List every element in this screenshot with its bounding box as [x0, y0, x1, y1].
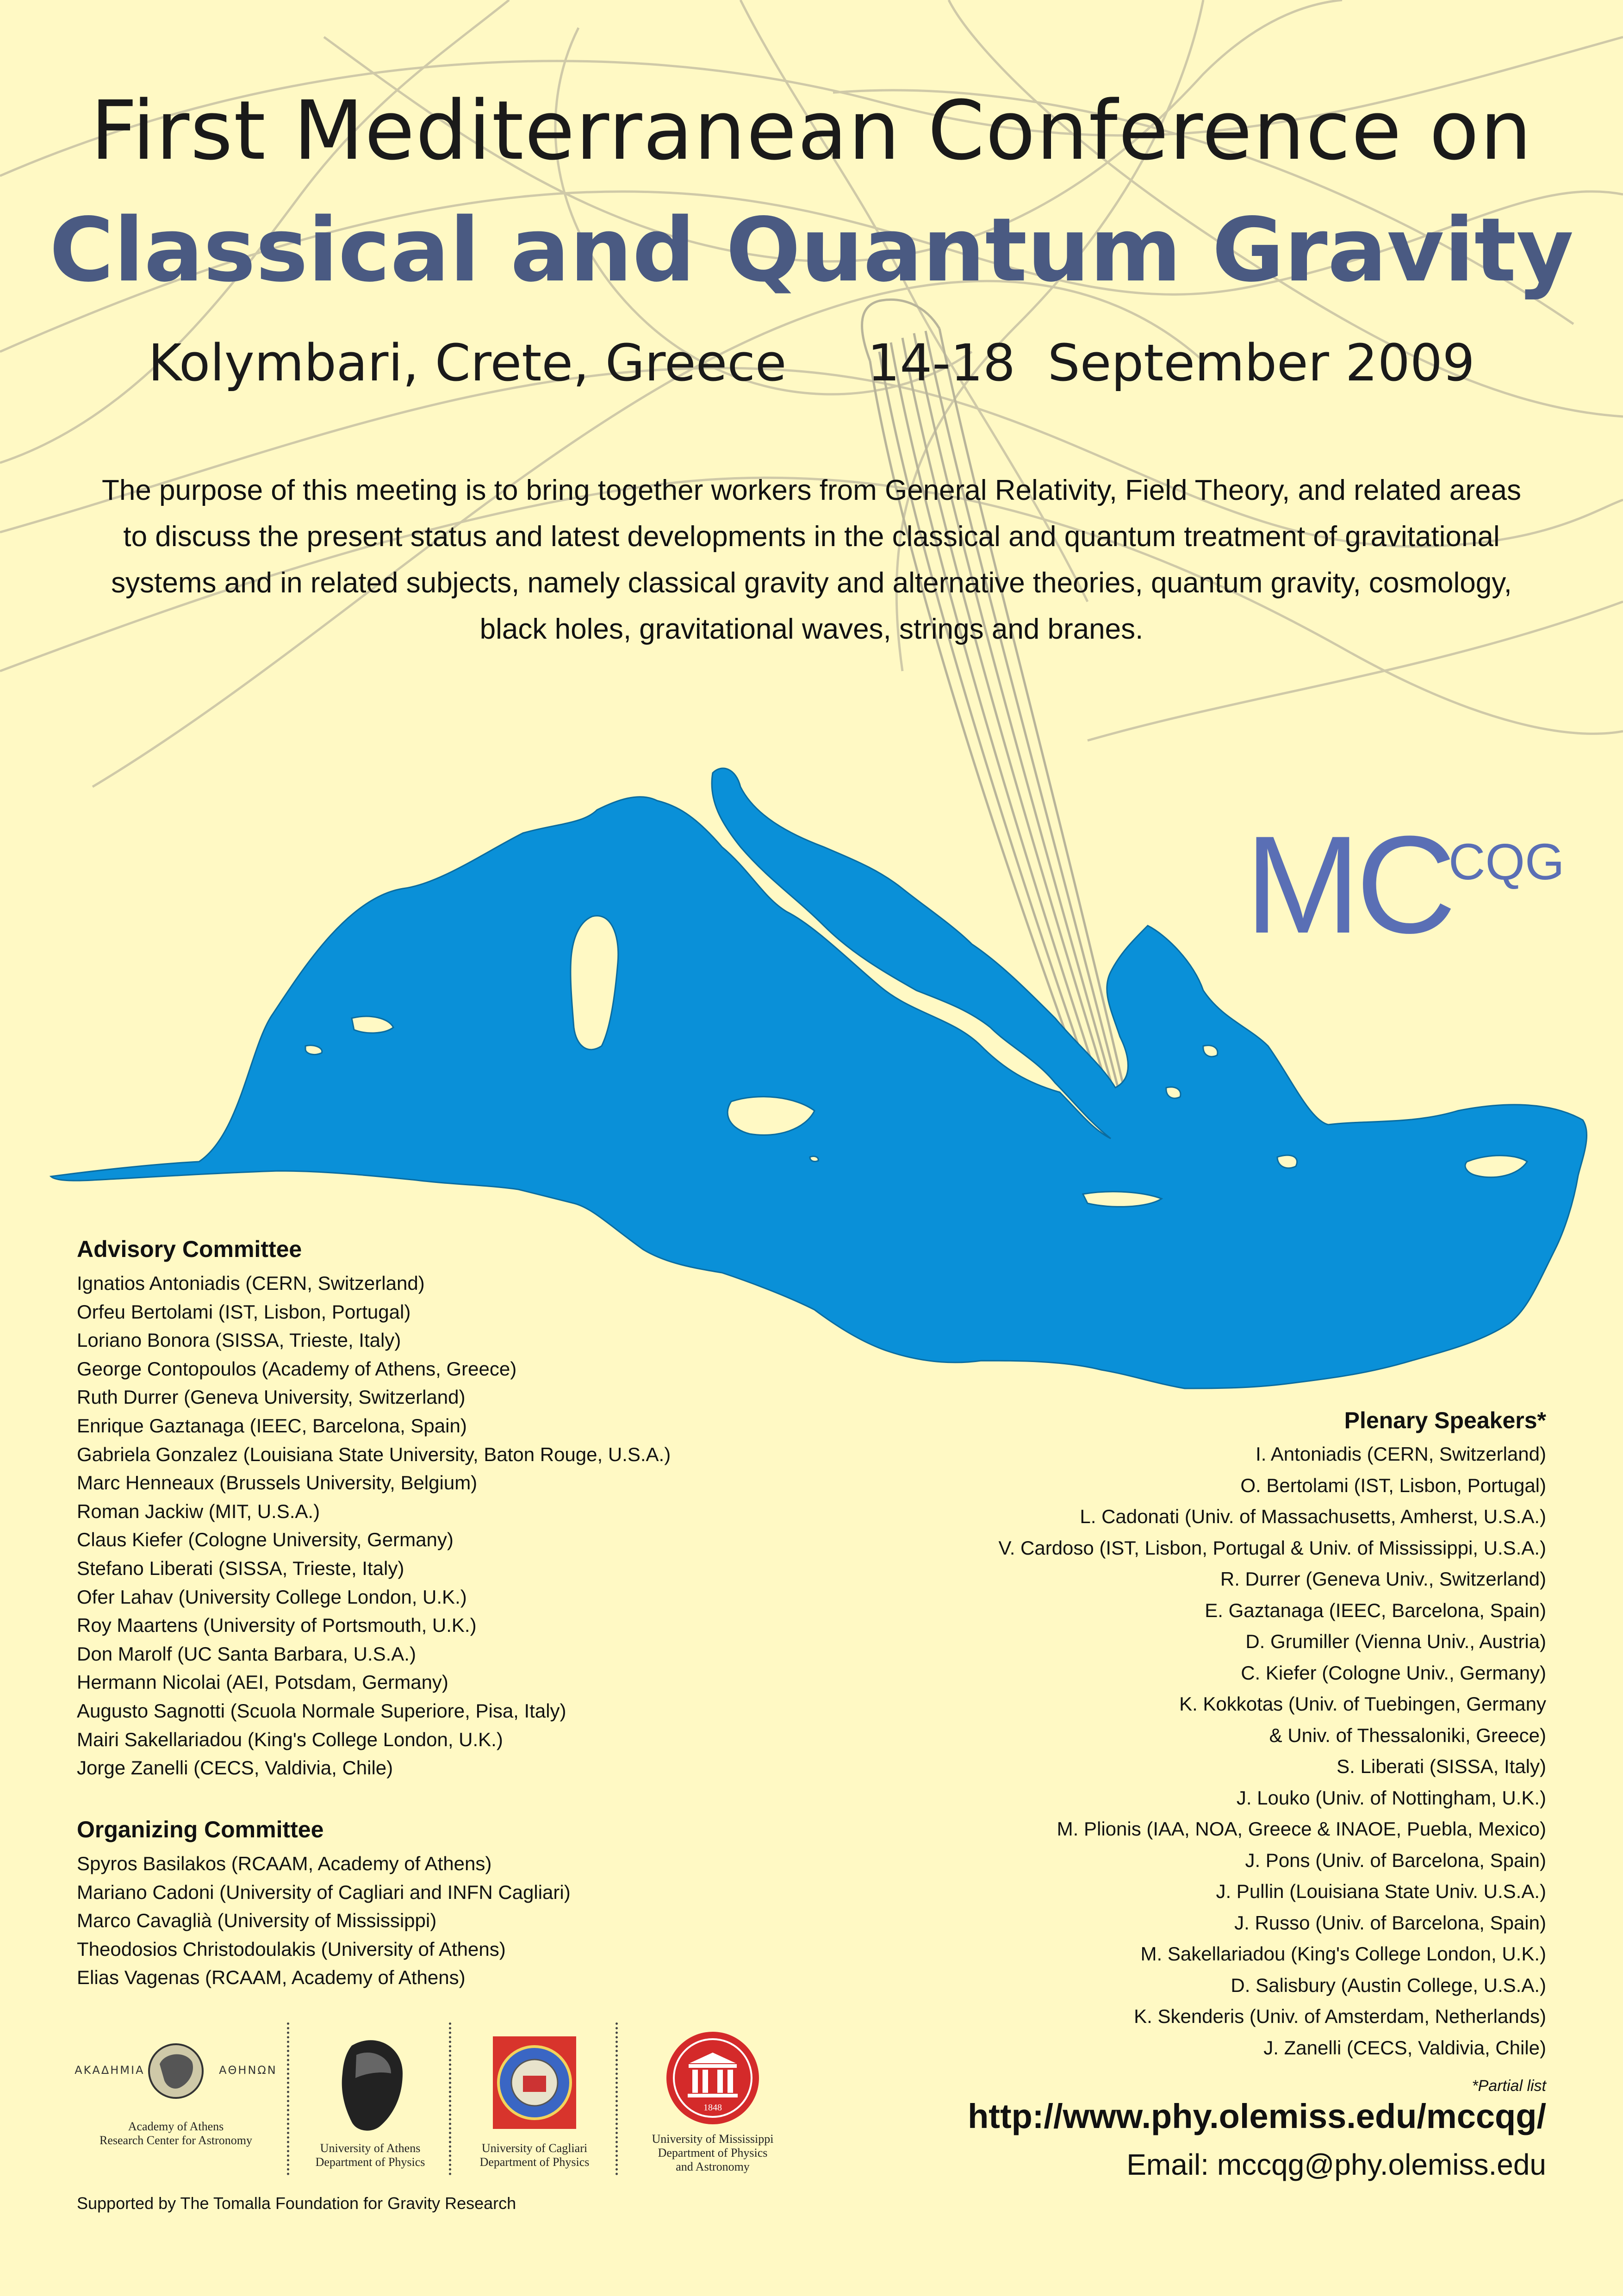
plenary-speakers — [999, 1407, 1546, 2063]
logo-divider — [449, 2022, 451, 2175]
advisory-member: Ignatios Antoniadis (CERN, Switzerland) — [77, 1272, 425, 1294]
plenary-speaker: L. Cadonati (Univ. of Massachusetts, Amherst, U.S.A.) — [1080, 1506, 1546, 1527]
advisory-member: Ruth Durrer (Geneva University, Switzerland) — [77, 1386, 466, 1408]
organizing-committee-heading: Organizing Committee — [77, 1817, 324, 1842]
advisory-member: Don Marolf (UC Santa Barbara, U.S.A.) — [77, 1643, 416, 1665]
advisory-member: Roy Maartens (University of Portsmouth, U.K.) — [77, 1614, 477, 1636]
partial-list-note: *Partial list — [1472, 2077, 1546, 2095]
advisory-member: Stefano Liberati (SISSA, Trieste, Italy) — [77, 1557, 404, 1579]
academy-of-athens-wordmark: ΑΚΑΔΗΜΙΑ ΑΘΗΝΩΝ — [75, 2064, 277, 2077]
title-line-1: First Mediterranean Conference on — [90, 83, 1533, 178]
plenary-speakers-heading: Plenary Speakers* — [1344, 1407, 1546, 1433]
plenary-speaker: V. Cardoso (IST, Lisbon, Portugal & Univ. of Mississippi, U.S.A.) — [998, 1537, 1546, 1559]
plenary-speaker: K. Skenderis (Univ. of Amsterdam, Netherlands) — [1134, 2005, 1546, 2027]
university-of-cagliari-caption: University of Cagliari Department of Physics — [479, 2141, 590, 2169]
advisory-committee — [77, 1236, 671, 1782]
plenary-speaker: J. Pons (Univ. of Barcelona, Spain) — [1245, 1849, 1546, 1871]
advisory-member: Enrique Gaztanaga (IEEC, Barcelona, Spain) — [77, 1414, 467, 1437]
organizing-member: Theodosios Christodoulakis (University of Athens) — [77, 1938, 506, 1960]
academy-of-athens-caption: Academy of Athens Research Center for Astronomy — [99, 2120, 252, 2147]
logo-university-of-cagliari — [458, 2027, 611, 2169]
contact-email[interactable]: Email: mccqg@phy.olemiss.edu — [1126, 2148, 1546, 2181]
plenary-speaker: J. Pullin (Louisiana State Univ. U.S.A.) — [1216, 1880, 1546, 1902]
plenary-speaker: J. Russo (Univ. of Barcelona, Spain) — [1234, 1911, 1546, 1934]
academy-of-athens-mark — [74, 2027, 278, 2120]
organizing-member: Mariano Cadoni (University of Cagliari and INFN Cagliari) — [77, 1881, 571, 1903]
plenary-speaker: O. Bertolami (IST, Lisbon, Portugal) — [1240, 1474, 1546, 1496]
organizing-member: Marco Cavaglià (University of Mississippi) — [77, 1910, 437, 1932]
advisory-committee-heading: Advisory Committee — [77, 1236, 302, 1262]
plenary-speaker: K. Kokkotas (Univ. of Tuebingen, Germany — [1179, 1693, 1546, 1715]
university-of-athens-caption: University of Athens Department of Physics — [315, 2141, 425, 2169]
organizing-member: Elias Vagenas (RCAAM, Academy of Athens) — [77, 1966, 466, 1989]
advisory-member: Marc Henneaux (Brussels University, Belgium) — [77, 1472, 478, 1494]
helmeted-head-icon — [296, 2027, 444, 2138]
university-of-mississippi-year: 1848 — [703, 2103, 722, 2113]
advisory-member: Claus Kiefer (Cologne University, Germany) — [77, 1529, 454, 1551]
advisory-member: Ofer Lahav (University College London, U.K.) — [77, 1586, 467, 1608]
advisory-member: Roman Jackiw (MIT, U.S.A.) — [77, 1500, 320, 1522]
conference-url[interactable]: http://www.phy.olemiss.edu/mccqg/ — [968, 2097, 1546, 2135]
plenary-speaker: E. Gaztanaga (IEEC, Barcelona, Spain) — [1205, 1599, 1546, 1621]
plenary-speaker: J. Zanelli (CECS, Valdivia, Chile) — [1263, 2036, 1546, 2059]
organizing-committee — [77, 1816, 571, 1992]
crest-seal-icon — [458, 2027, 611, 2138]
plenary-speaker: S. Liberati (SISSA, Italy) — [1337, 1755, 1546, 1777]
plenary-speaker: M. Sakellariadou (King's College London, U.K.) — [1140, 1943, 1546, 1965]
advisory-member: Orfeu Bertolami (IST, Lisbon, Portugal) — [77, 1300, 411, 1323]
plenary-speaker: C. Kiefer (Cologne Univ., Germany) — [1241, 1661, 1546, 1684]
plenary-speaker: & Univ. of Thessaloniki, Greece) — [1269, 1724, 1546, 1746]
advisory-member: Augusto Sagnotti (Scuola Normale Superiore, Pisa, Italy) — [77, 1699, 566, 1722]
advisory-member: Gabriela Gonzalez (Louisiana State University, Baton Rouge, U.S.A.) — [77, 1443, 671, 1465]
logo-academy-of-athens — [74, 2027, 278, 2147]
plenary-speaker: I. Antoniadis (CERN, Switzerland) — [1256, 1443, 1546, 1465]
mccqg-logo — [1245, 815, 1578, 953]
advisory-member: George Contopoulos (Academy of Athens, Greece) — [77, 1357, 517, 1380]
logo-cqg-text: CQG — [1449, 834, 1565, 890]
logo-mc-text: MC — [1245, 815, 1452, 953]
supported-by-note: Supported by The Tomalla Foundation for Gravity Research — [77, 2194, 516, 2213]
location-and-dates: Kolymbari, Crete, Greece 14-18 September 2009 — [148, 333, 1475, 392]
title-line-2: Classical and Quantum Gravity — [49, 199, 1574, 301]
purpose-statement: The purpose of this meeting is to bring together workers from General Relativity, Field Theory, and related areas to discuss the present status and latest developments in the classical and quantum treatment of gravitational systems and in related subjects, namely classical gravity and alternative theories, quantum gravity, cosmology, black holes, gravitational waves, strings and branes. — [101, 474, 1522, 645]
logo-divider — [287, 2022, 289, 2175]
university-of-mississippi-caption: University of Mississippi Department of Physics and Astronomy — [652, 2132, 774, 2173]
plenary-speaker: M. Plionis (IAA, NOA, Greece & INAOE, Puebla, Mexico) — [1057, 1818, 1546, 1840]
plenary-speaker: D. Salisbury (Austin College, U.S.A.) — [1231, 1974, 1546, 1996]
plenary-speaker: R. Durrer (Geneva Univ., Switzerland) — [1220, 1568, 1546, 1590]
advisory-member: Loriano Bonora (SISSA, Trieste, Italy) — [77, 1329, 401, 1351]
advisory-member: Mairi Sakellariadou (King's College London, U.K.) — [77, 1728, 503, 1750]
advisory-member-list — [77, 1269, 671, 1782]
plenary-speaker: D. Grumiller (Vienna Univ., Austria) — [1245, 1630, 1546, 1652]
logo-divider — [616, 2022, 618, 2175]
logo-university-of-athens — [296, 2027, 444, 2169]
organizing-member: Spyros Basilakos (RCAAM, Academy of Athens) — [77, 1853, 492, 1874]
malta-island — [810, 1156, 818, 1161]
advisory-member: Hermann Nicolai (AEI, Potsdam, Germany) — [77, 1671, 448, 1693]
plenary-speaker: J. Louko (Univ. of Nottingham, U.K.) — [1236, 1786, 1546, 1809]
advisory-member: Jorge Zanelli (CECS, Valdivia, Chile) — [77, 1757, 393, 1779]
logo-university-of-mississippi — [625, 2027, 801, 2174]
lyceum-building-icon — [625, 2027, 801, 2129]
